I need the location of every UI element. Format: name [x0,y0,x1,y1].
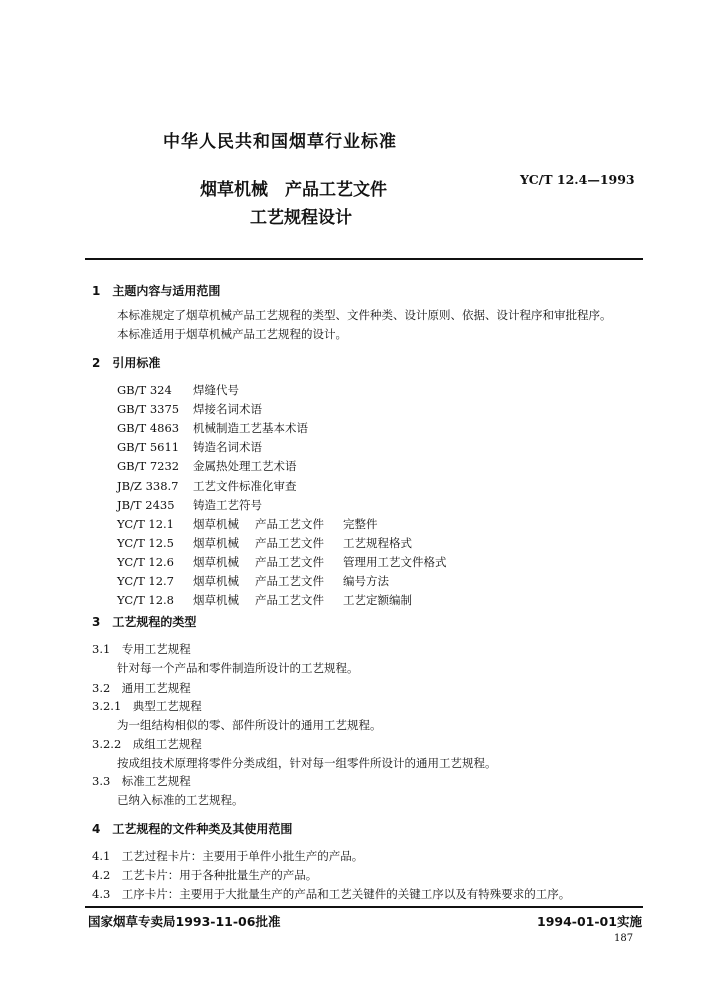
reference-code: YC/T 12.8 [117,593,174,608]
reference-title-part: 烟草机械 [193,535,239,550]
reference-title: 铸造工艺符号 [193,497,262,512]
reference-code: JB/T 2435 [117,497,175,512]
clause-3-1-heading: 3.1 专用工艺规程 [92,642,191,656]
clause-3-3-heading: 3.3 标准工艺规程 [92,774,191,788]
reference-code: JB/Z 338.7 [117,478,179,493]
reference-title: 焊缝代号 [193,383,239,397]
section-3-heading: 3 工艺规程的类型 [92,615,197,629]
reference-title-part: 管理用工艺文件格式 [343,554,447,569]
footer-rule [85,906,643,908]
reference-code: YC/T 12.5 [117,535,174,550]
reference-title-part: 产品工艺文件 [255,535,324,550]
reference-title-part: 工艺规程格式 [343,535,412,550]
section-4-heading: 4 工艺规程的文件种类及其使用范围 [92,822,293,836]
standard-title-line2: 工艺规程设计 [250,208,352,228]
reference-item [117,592,412,608]
reference-title-part: 烟草机械 [193,516,239,531]
clause-4-2: 4.2 工艺卡片：用于各种批量生产的产品。 [92,868,318,882]
reference-title: 机械制造工艺基本术语 [193,421,308,436]
reference-code: GB/T 3375 [117,402,180,417]
clause-3-1-text: 针对每一个产品和零件制造所设计的工艺规程。 [117,661,359,675]
reference-item [117,573,389,589]
clause-3-2-1-text: 为一组结构相似的零、部件所设计的通用工艺规程。 [117,718,382,732]
reference-title-part: 产品工艺文件 [255,574,324,588]
clause-3-2-2-text: 按成组技术原理将零件分类成组，针对每一组零件所设计的通用工艺规程。 [117,756,497,770]
reference-title-part: 编号方法 [343,574,389,588]
reference-title: 焊接名词术语 [193,402,262,417]
section-1-paragraph-1: 本标准规定了烟草机械产品工艺规程的类型、文件种类、设计原则、依据、设计程序和审批程序。 [117,308,612,322]
reference-title-part: 烟草机械 [193,554,239,569]
reference-item [117,439,262,455]
reference-item [117,554,447,570]
reference-code: YC/T 12.1 [117,516,174,531]
header-rule [85,258,643,260]
reference-title-part: 烟草机械 [193,574,239,588]
reference-item [117,420,308,436]
clause-3-2-1-heading: 3.2.1 典型工艺规程 [92,699,202,713]
implementation-date: 1994-01-01实施 [537,914,642,929]
reference-title-part: 产品工艺文件 [255,554,324,569]
clause-3-2-heading: 3.2 通用工艺规程 [92,681,191,695]
reference-item [117,478,297,494]
section-1-heading: 1 主题内容与适用范围 [92,284,221,298]
reference-title: 金属热处理工艺术语 [193,459,297,474]
approval-line: 国家烟草专卖局1993-11-06批准 [88,914,281,929]
reference-title-part: 工艺定额编制 [343,593,412,608]
standard-title-line1: 烟草机械 产品工艺文件 [200,180,387,200]
reference-title: 工艺文件标准化审查 [193,478,297,493]
reference-code: YC/T 12.6 [117,554,174,569]
reference-item [117,535,412,551]
reference-title-part: 烟草机械 [193,593,239,608]
reference-item [117,401,262,417]
reference-item [117,516,378,532]
reference-item [117,458,297,474]
reference-item [117,382,239,398]
standard-code: YC/T 12.4—1993 [520,172,635,187]
reference-title-part: 产品工艺文件 [255,516,324,531]
reference-code: GB/T 5611 [117,440,180,455]
clause-4-3: 4.3 工序卡片：主要用于大批量生产的产品和工艺关键件的关键工序以及有特殊要求的工序。 [92,887,571,901]
reference-title-part: 产品工艺文件 [255,593,324,608]
page-number: 187 [614,933,634,944]
clause-4-1: 4.1 工艺过程卡片：主要用于单件小批生产的产品。 [92,849,364,863]
section-2-heading: 2 引用标准 [92,356,161,370]
section-1-paragraph-2: 本标准适用于烟草机械产品工艺规程的设计。 [117,327,347,341]
reference-title: 铸造名词术语 [193,440,262,455]
reference-code: YC/T 12.7 [117,574,174,588]
reference-item [117,497,262,513]
reference-code: GB/T 7232 [117,459,180,474]
clause-3-2-2-heading: 3.2.2 成组工艺规程 [92,737,202,751]
reference-code: GB/T 324 [117,383,172,397]
reference-code: GB/T 4863 [117,421,180,436]
clause-3-3-text: 已纳入标准的工艺规程。 [117,793,244,807]
reference-title-part: 完整件 [343,516,378,531]
org-title: 中华人民共和国烟草行业标准 [163,132,397,152]
